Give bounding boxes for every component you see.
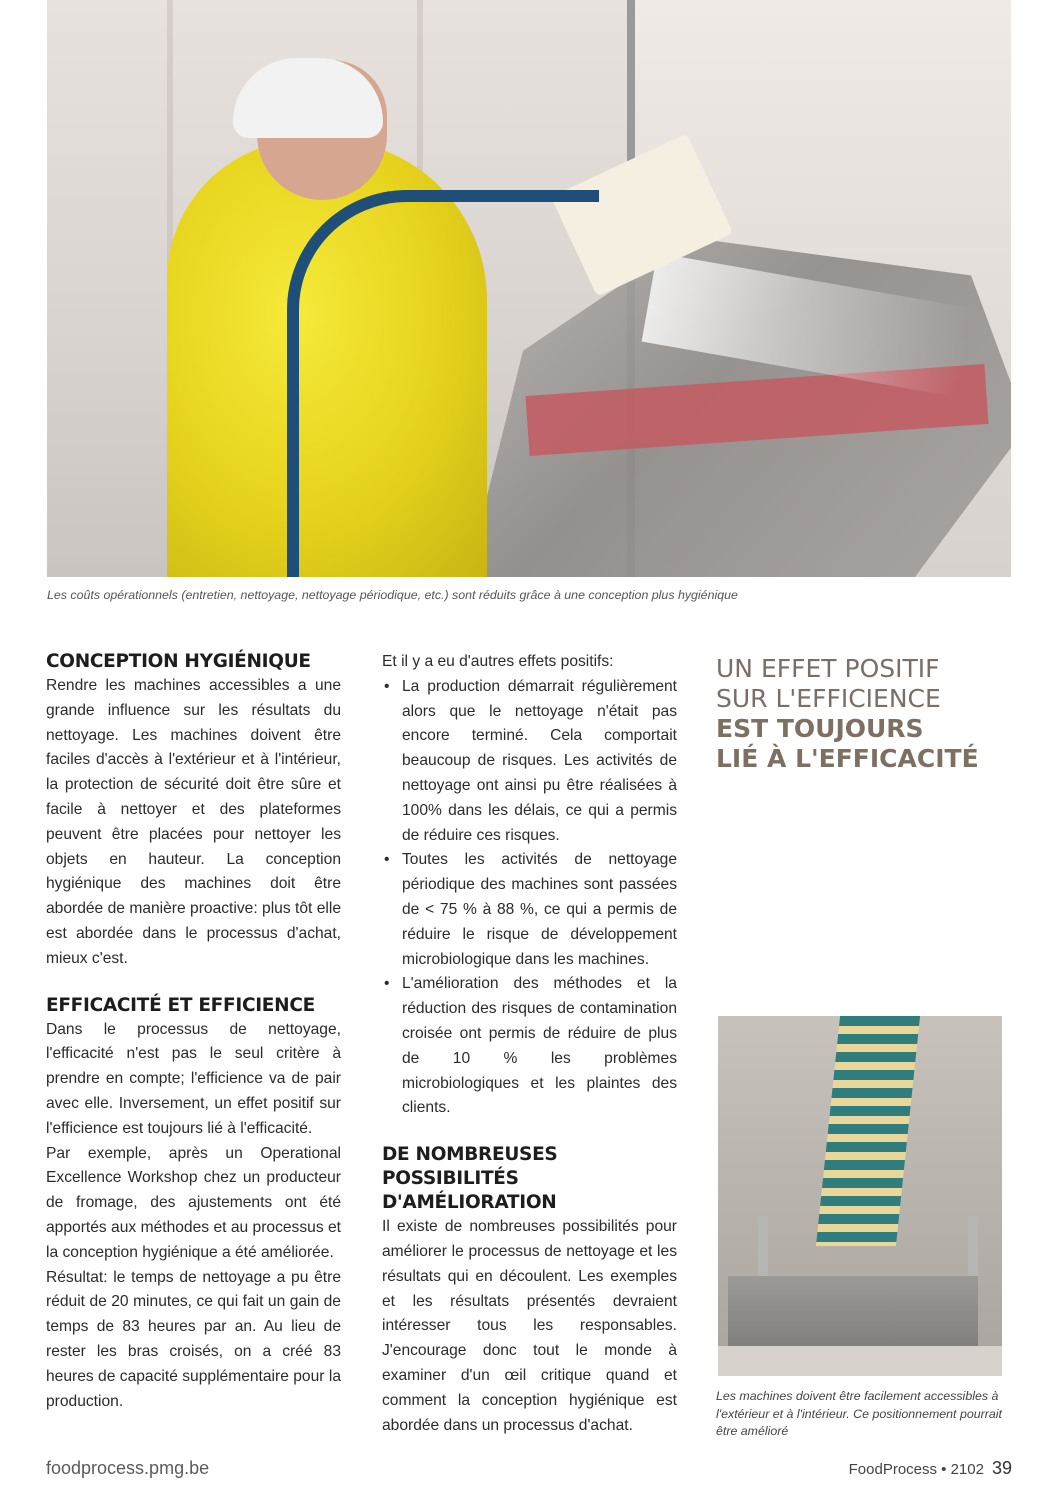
- publication-name: FoodProcess • 2102: [848, 1461, 984, 1478]
- paragraph: Et il y a eu d'autres effets positifs:: [382, 653, 614, 670]
- photo-caption: Les machines doivent être facilement accessibles à l'extérieur et à l'intérieur. Ce positionnement pourrait être amélioré: [716, 1389, 1002, 1438]
- pull-quote-line: EST TOUJOURS: [716, 714, 924, 743]
- paragraph: Résultat: le temps de nettoyage a pu être réduit de 20 minutes, ce qui fait un gain de temps de 83 heures par an. Au lieu de rester les bras croisés, on a créé 83 heures de capacité supplémentaire pour la production.: [46, 1268, 341, 1410]
- paragraph: Il existe de nombreuses possibilités pour améliorer le processus de nettoyage et les résultats qui en découlent. Les exemples et les résultats présentés devraient intéresser tous les responsables. J'encourage donc tout le monde à examiner d'un œil critique quand et comment la conception hygiénique est abordée dans un processus d'achat.: [382, 1218, 677, 1434]
- section-heading: EFFICACITÉ ET EFFICIENCE: [46, 994, 315, 1016]
- section-heading: DE NOMBREUSES POSSIBILITÉS D'AMÉLIORATION: [382, 1144, 558, 1214]
- column-middle: [382, 650, 677, 1438]
- machine-photo: [718, 1016, 1002, 1376]
- pull-quote-line: UN EFFET POSITIF: [716, 654, 940, 683]
- paragraph: Dans le processus de nettoyage, l'efficacité n'est pas le seul critère à prendre en compte; l'efficience va de pair avec elle. Inversement, un effet positif sur l'efficience est toujours lié à l'efficacité.: [46, 1020, 341, 1137]
- paragraph: Par exemple, après un Operational Excellence Workshop chez un producteur de fromage, des ajustements ont été apportés aux méthodes et au processus et la conception hygiénique a été améliorée.: [46, 1144, 341, 1261]
- pull-quote: [716, 654, 1016, 774]
- list-item: • La production démarrait régulièrement alors que le nettoyage n'était pas encore terminé. Cela comportait beaucoup de risques. Les activités de nettoyage ont ainsi pu être réalisées à 100% dans les délais, ce qui a permis de réduire ces risques.: [402, 675, 677, 849]
- cleaning-photo: [47, 0, 1011, 577]
- footer-publication: [849, 1458, 1012, 1479]
- column-left: [46, 650, 341, 1414]
- footer-url: foodprocess.pmg.be: [46, 1458, 210, 1478]
- paragraph: Rendre les machines accessibles a une grande influence sur les résultats du nettoyage. Les machines doivent être faciles d'accès à l'extérieur et à l'intérieur, la protection de sécurité doit être sûre et facile à nettoyer et des plateformes peuvent être placées pour nettoyer les objets en hauteur. La conception hygiénique des machines doit être abordée de manière proactive: plus tôt elle est abordée dans le processus d'achat, mieux c'est.: [46, 677, 341, 967]
- photo-caption: Les coûts opérationnels (entretien, nettoyage, nettoyage périodique, etc.) sont réduits grâce à une conception plus hygiénique: [47, 588, 738, 602]
- page-number: 39: [991, 1458, 1012, 1478]
- section-heading: CONCEPTION HYGIÉNIQUE: [46, 651, 311, 672]
- pull-quote-line: LIÉ À L'EFFICACITÉ: [716, 744, 979, 773]
- list-item: • L'amélioration des méthodes et la réduction des risques de contamination croisée ont permis de réduire de plus de 10 % les problèmes microbiologiques et les plaintes des clients.: [402, 972, 677, 1121]
- list-item: • Toutes les activités de nettoyage périodique des machines sont passées de < 75 % à 88 %, ce qui a permis de réduire le risque de développement microbiologique dans les machines.: [402, 848, 677, 972]
- pull-quote-line: SUR L'EFFICIENCE: [716, 684, 941, 713]
- bullet-list: [382, 675, 677, 1121]
